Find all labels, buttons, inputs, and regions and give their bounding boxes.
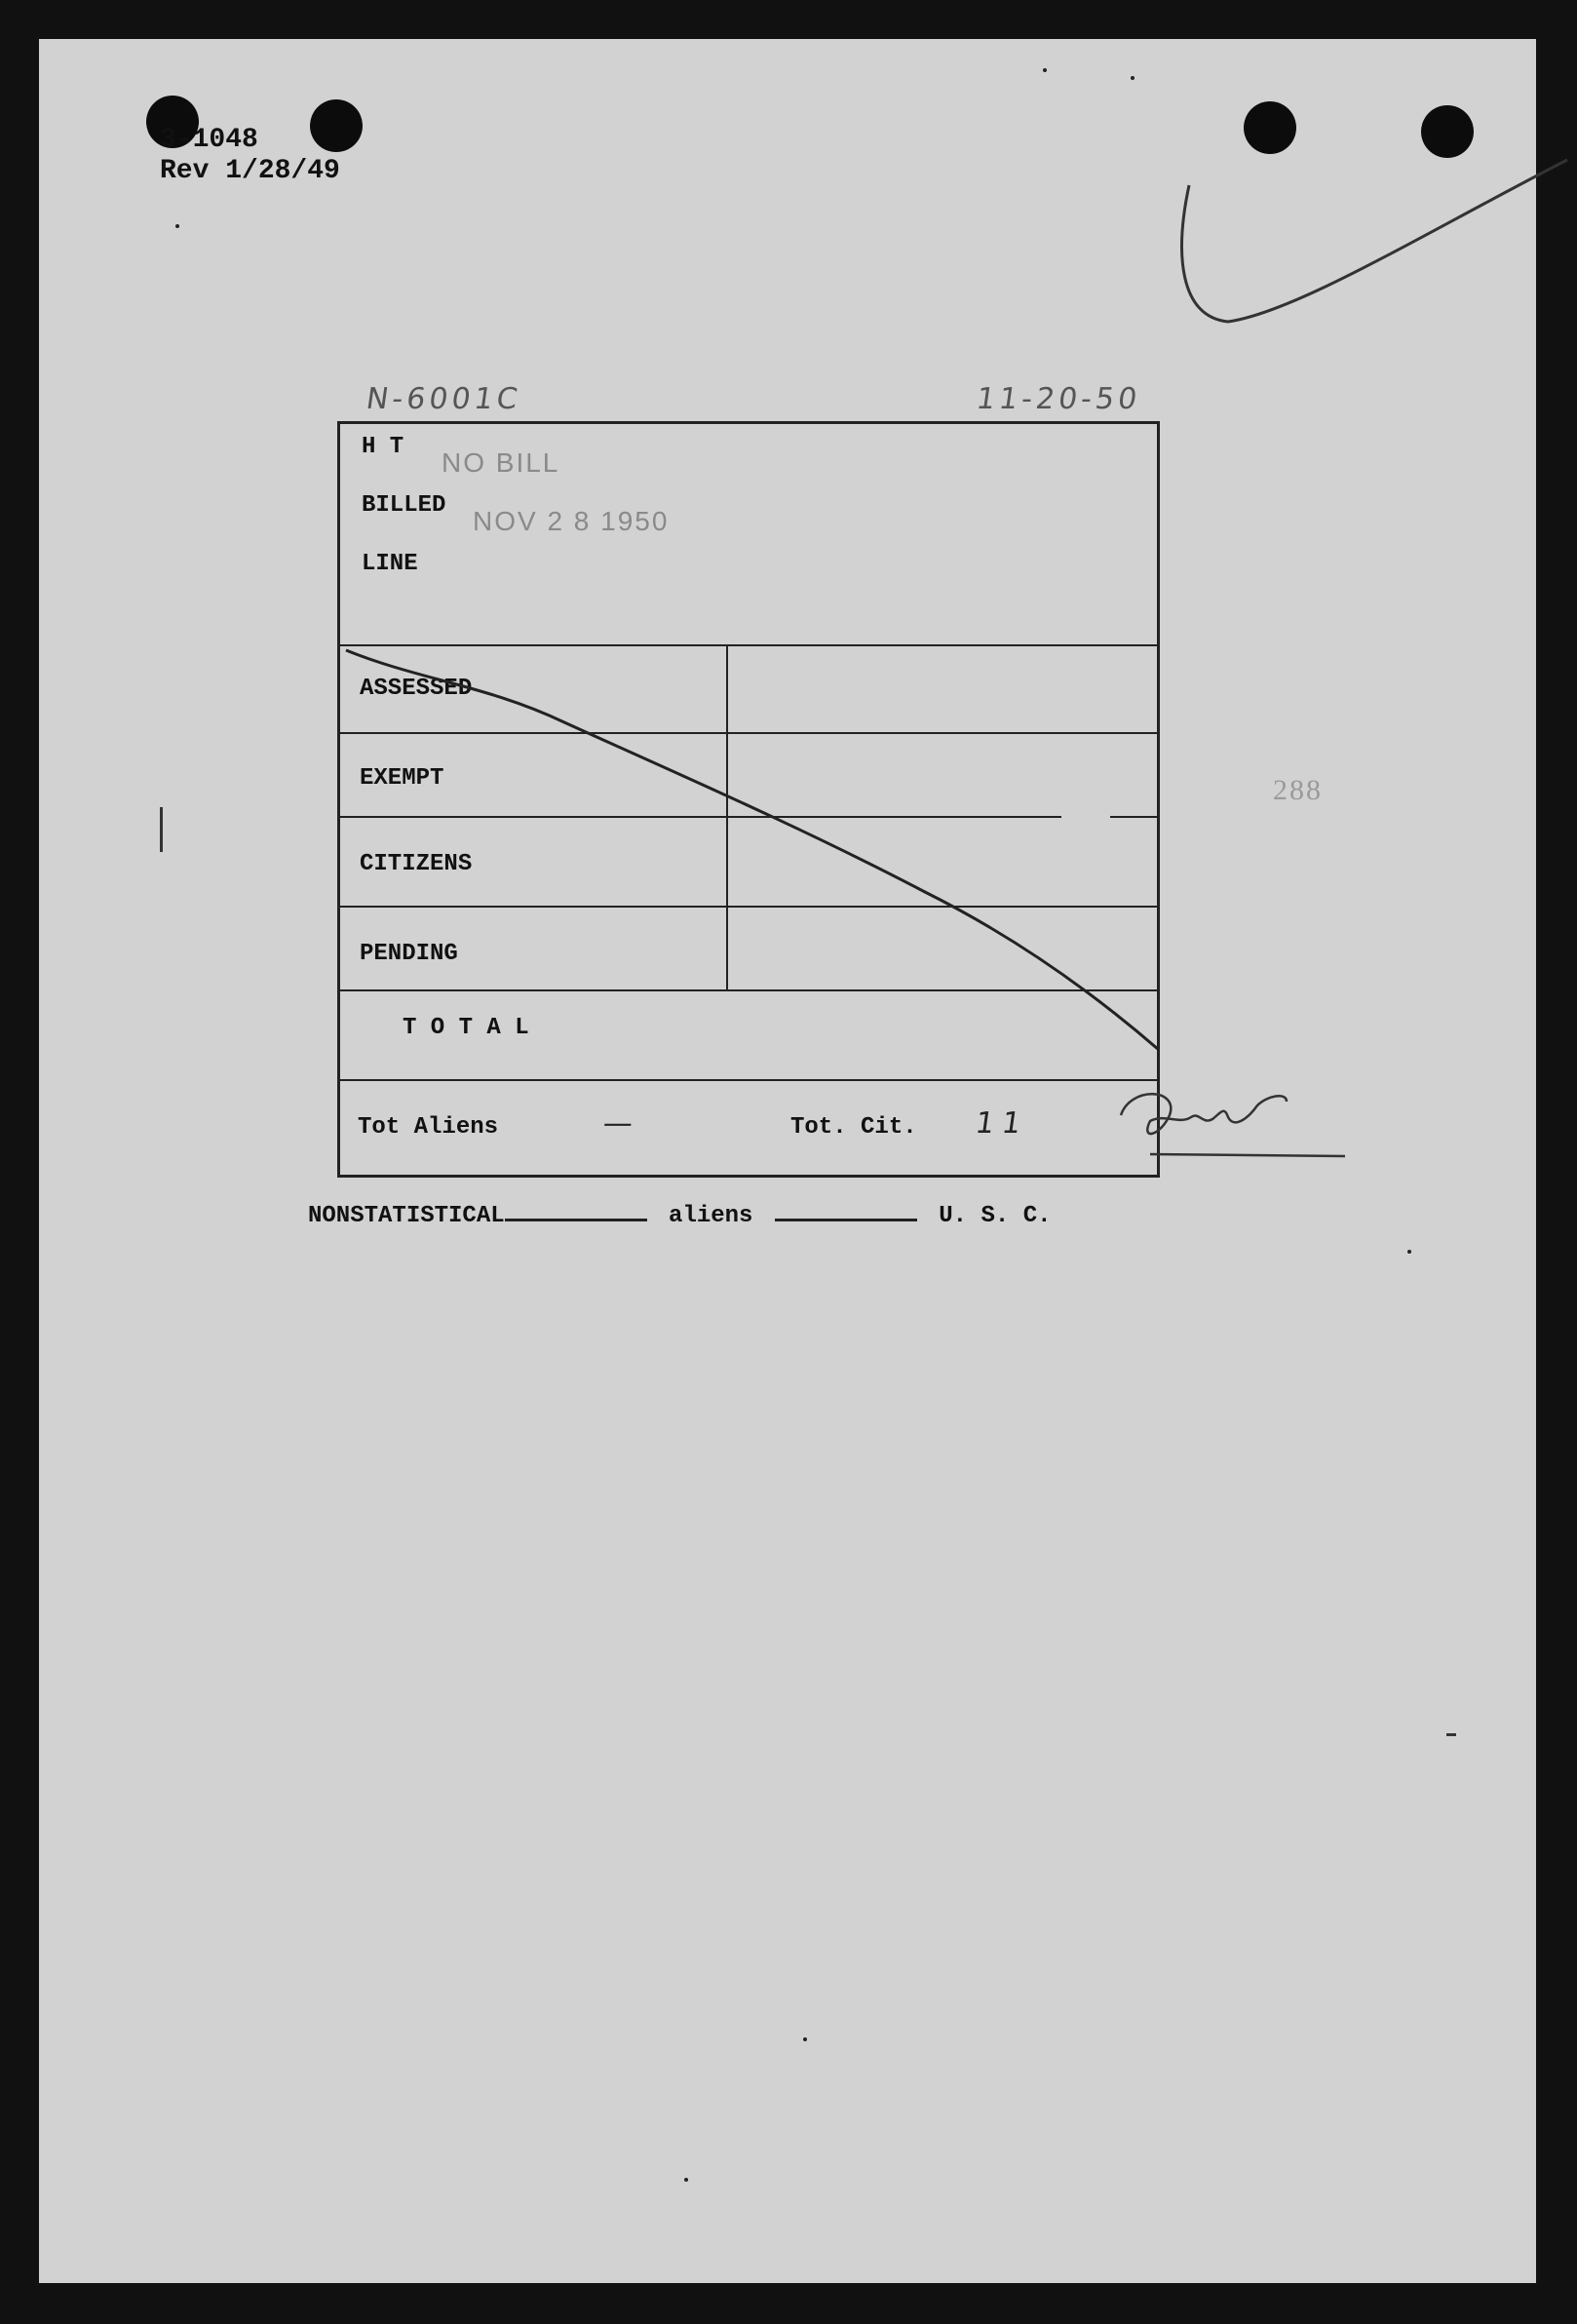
handwritten-date: 11-20-50 — [974, 382, 1143, 416]
cancellation-stroke — [340, 424, 1163, 1181]
tot-aliens-value: — — [600, 1106, 639, 1141]
paper-speck — [684, 2178, 688, 2182]
no-bill-stamp: NO BILL — [442, 447, 560, 478]
revision-text: Rev 1/28/49 — [160, 156, 340, 186]
tot-cit-label: Tot. Cit. — [790, 1114, 917, 1141]
handwritten-file-number: N-6001C — [364, 382, 524, 416]
nonstatistical-line — [308, 1199, 1052, 1229]
paper-speck — [1407, 1250, 1411, 1254]
billed-date-stamp: NOV 2 8 1950 — [473, 506, 670, 536]
margin-number: 288 — [1273, 774, 1323, 806]
initials-signature — [1111, 1076, 1355, 1164]
tot-cit-value: 11 — [973, 1106, 1031, 1141]
row-label-assessed: ASSESSED — [360, 676, 473, 702]
paper-speck — [803, 2037, 807, 2041]
paper-speck — [1043, 68, 1047, 72]
usc-label: U. S. C. — [939, 1203, 1052, 1229]
tot-aliens-label: Tot Aliens — [358, 1114, 499, 1141]
paper-dash — [1446, 1733, 1456, 1736]
nonstatistical-blank — [505, 1199, 647, 1221]
check-mark-stroke — [1170, 136, 1577, 370]
ht-label: H T — [362, 434, 404, 460]
paper-speck — [1131, 76, 1135, 80]
row-label-exempt: EXEMPT — [360, 765, 444, 792]
row-label-citizens: CITIZENS — [360, 851, 473, 877]
row-label-pending: PENDING — [360, 941, 458, 967]
total-label: T O T A L — [403, 1015, 529, 1041]
margin-tick — [160, 807, 163, 852]
aliens-blank — [775, 1199, 917, 1221]
tally-form-table — [337, 421, 1160, 1178]
billed-label: BILLED — [362, 492, 446, 519]
form-number — [160, 125, 340, 187]
nonstatistical-label: NONSTATISTICAL — [308, 1203, 505, 1229]
paper-speck — [175, 224, 179, 228]
line-label: LINE — [362, 551, 418, 577]
aliens-label: aliens — [669, 1203, 753, 1229]
form-number-text: 3-1048 — [160, 125, 258, 155]
